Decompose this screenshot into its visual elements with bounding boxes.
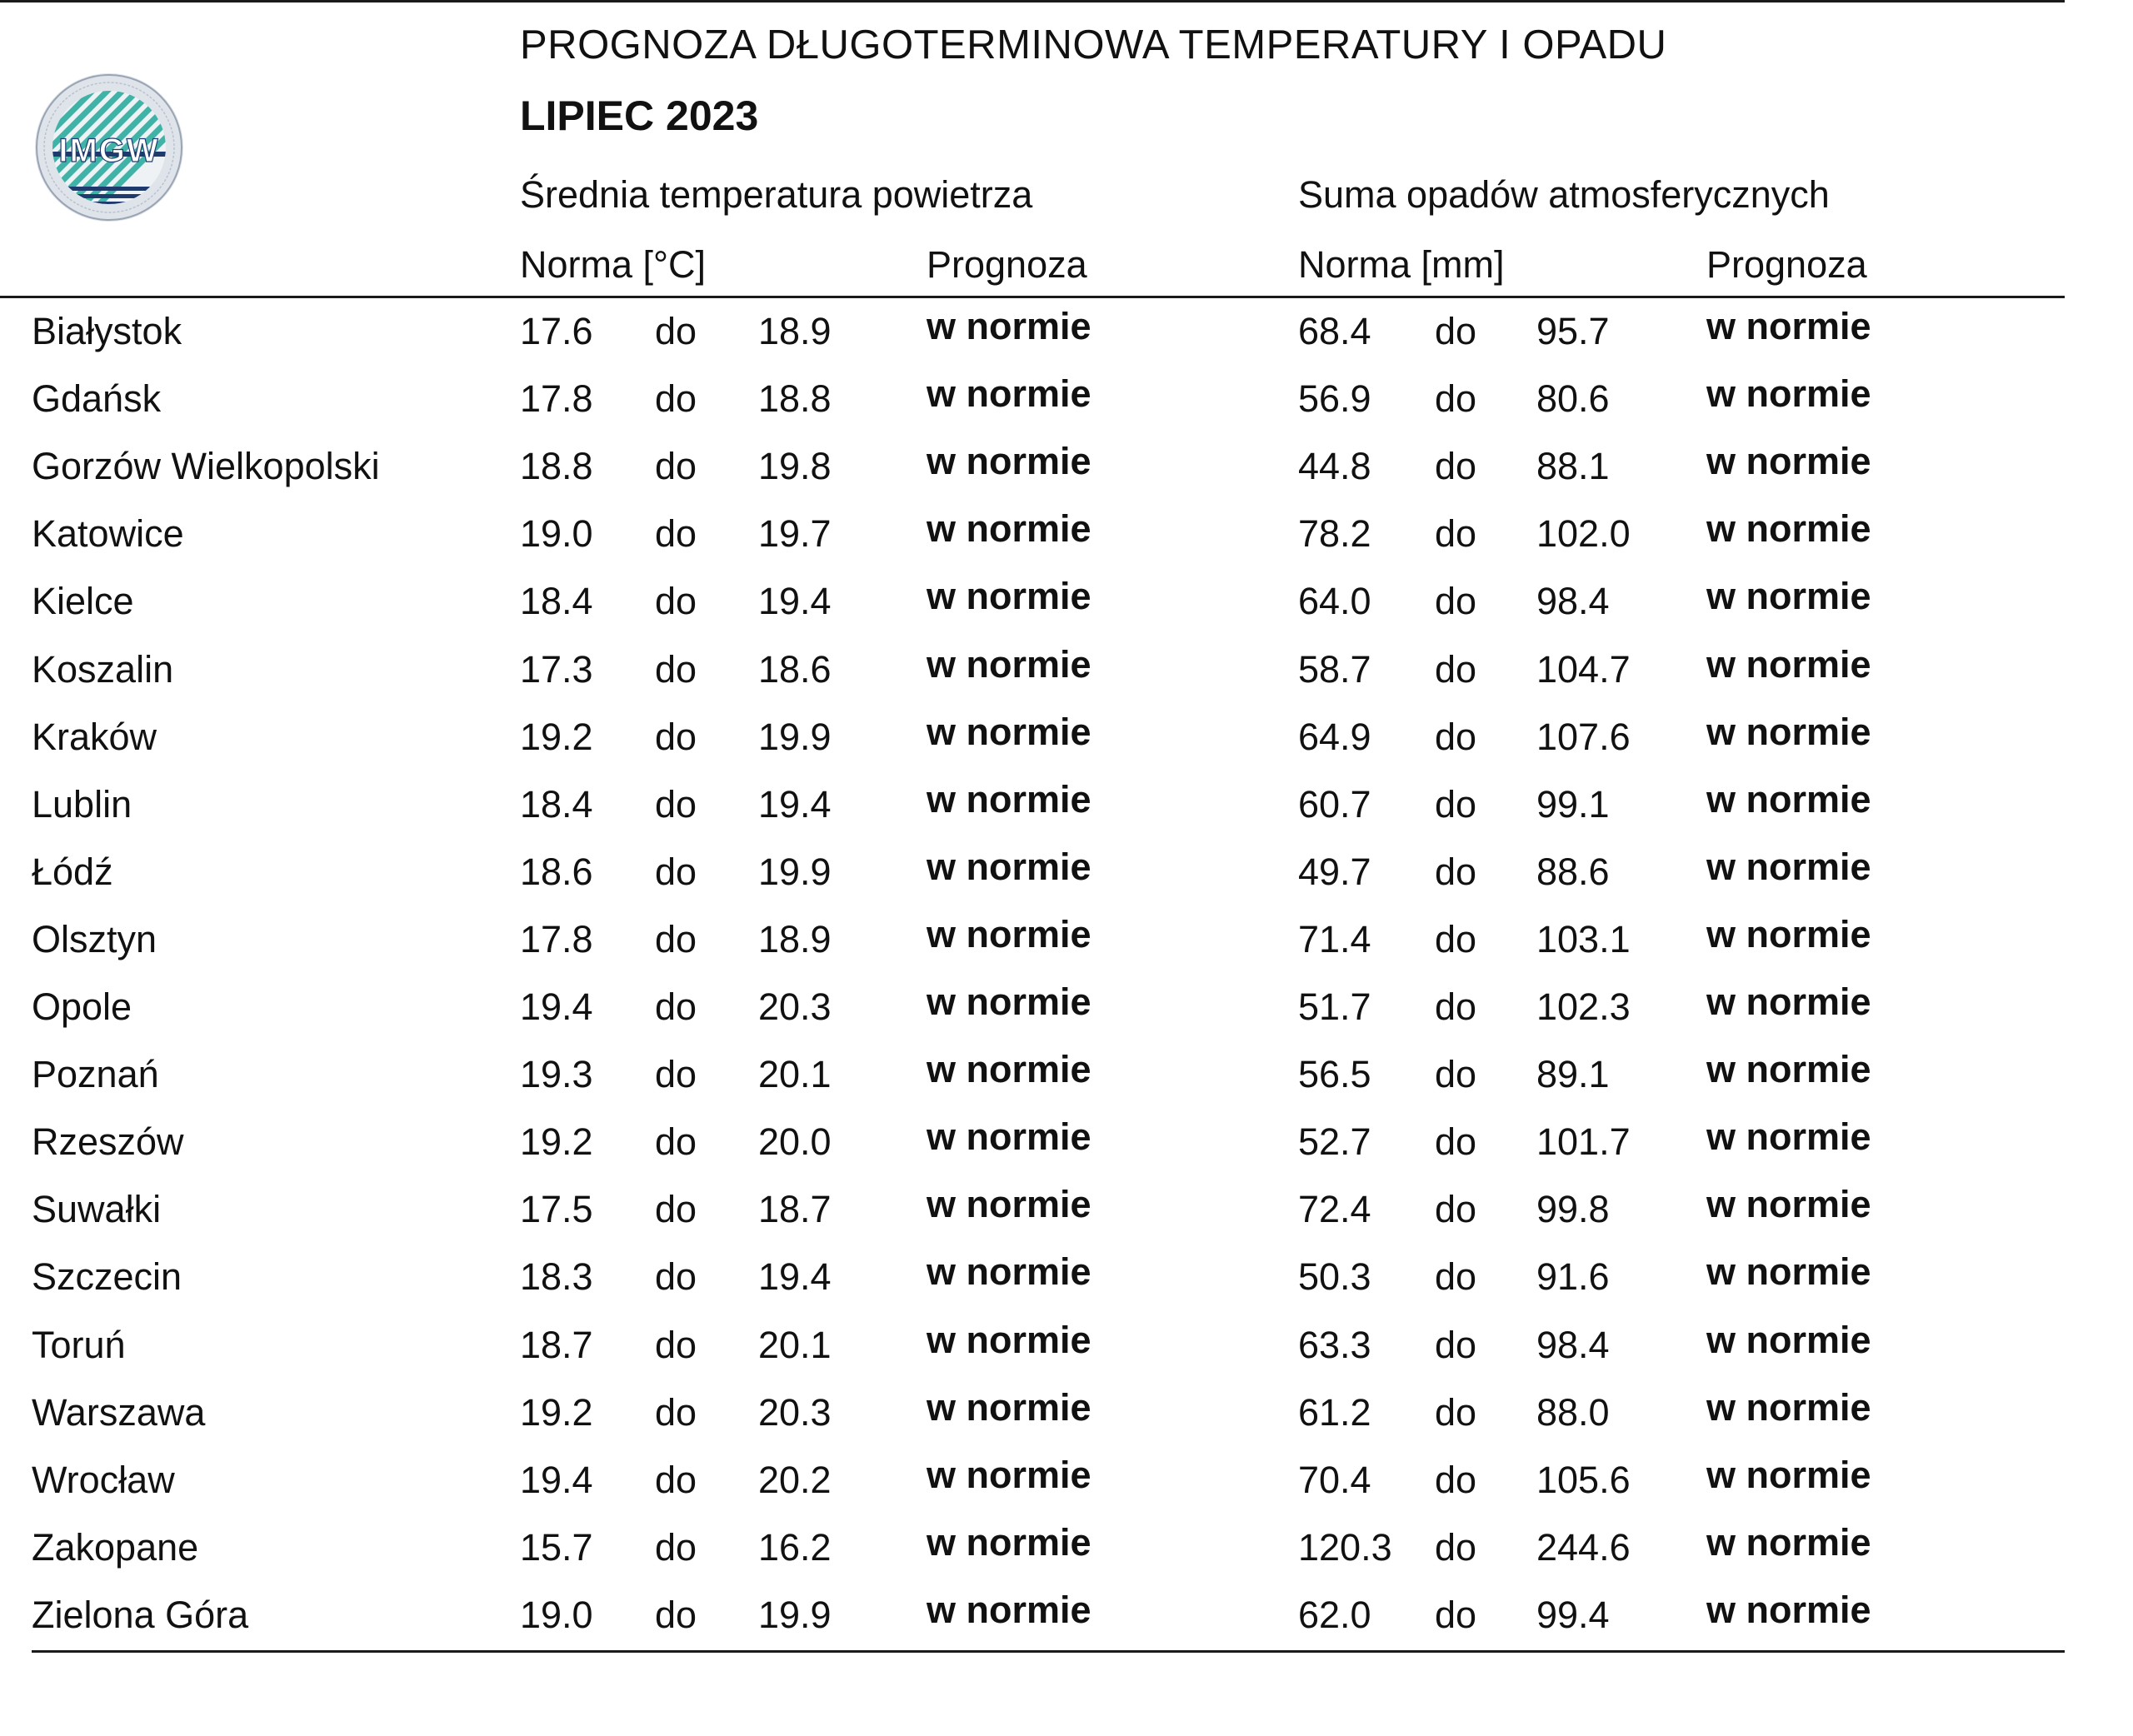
precip-separator: do bbox=[1435, 445, 1477, 487]
temp-separator: do bbox=[655, 377, 697, 420]
temp-norm-max: 20.1 bbox=[758, 1053, 832, 1095]
city-name: Szczecin bbox=[32, 1255, 182, 1298]
temp-norm-min: 19.2 bbox=[520, 716, 593, 758]
city-name: Suwałki bbox=[32, 1188, 162, 1230]
temp-separator: do bbox=[655, 445, 697, 487]
precip-norm-max: 103.1 bbox=[1536, 918, 1631, 960]
precip-forecast: w normie bbox=[1706, 1589, 1871, 1631]
city-name: Gdańsk bbox=[32, 377, 162, 420]
temp-norm-min: 19.4 bbox=[520, 985, 593, 1028]
precip-norm-min: 64.0 bbox=[1298, 580, 1371, 622]
temp-separator: do bbox=[655, 648, 697, 691]
temp-norm-max: 19.7 bbox=[758, 512, 832, 555]
temp-norm-max: 18.9 bbox=[758, 918, 832, 960]
precip-group-header: Suma opadów atmosferycznych bbox=[1298, 173, 1830, 216]
temp-forecast: w normie bbox=[927, 1386, 1091, 1429]
temp-norm-min: 19.3 bbox=[520, 1053, 593, 1095]
table-row bbox=[0, 711, 2065, 783]
precip-forecast: w normie bbox=[1706, 1386, 1871, 1429]
temp-norm-max: 19.4 bbox=[758, 783, 832, 826]
precip-norm-max: 99.1 bbox=[1536, 783, 1610, 826]
temp-norm-min: 19.2 bbox=[520, 1120, 593, 1163]
precip-separator: do bbox=[1435, 512, 1477, 555]
precip-norm-min: 44.8 bbox=[1298, 445, 1371, 487]
temp-separator: do bbox=[655, 783, 697, 826]
precip-forecast: w normie bbox=[1706, 846, 1871, 888]
temp-forecast: w normie bbox=[927, 846, 1091, 888]
temp-separator: do bbox=[655, 1188, 697, 1230]
city-name: Opole bbox=[32, 985, 132, 1028]
table-row bbox=[0, 846, 2065, 918]
table-row bbox=[0, 778, 2065, 851]
table-row bbox=[0, 305, 2065, 377]
header-rule bbox=[0, 296, 2065, 298]
temp-norm-min: 18.4 bbox=[520, 783, 593, 826]
city-name: Łódź bbox=[32, 851, 113, 893]
precip-separator: do bbox=[1435, 1526, 1477, 1569]
table-row bbox=[0, 1454, 2065, 1526]
temp-norm-min: 19.2 bbox=[520, 1391, 593, 1434]
precip-separator: do bbox=[1435, 310, 1477, 352]
temp-norm-max: 18.9 bbox=[758, 310, 832, 352]
precip-norm-header: Norma [mm] bbox=[1298, 243, 1505, 286]
temp-forecast: w normie bbox=[927, 1250, 1091, 1293]
table-row bbox=[0, 372, 2065, 445]
temp-separator: do bbox=[655, 1053, 697, 1095]
city-name: Lublin bbox=[32, 783, 132, 826]
city-name: Białystok bbox=[32, 310, 182, 352]
city-name: Koszalin bbox=[32, 648, 174, 691]
temp-forecast: w normie bbox=[927, 1048, 1091, 1090]
table-row bbox=[0, 507, 2065, 580]
precip-norm-max: 80.6 bbox=[1536, 377, 1610, 420]
precip-norm-min: 71.4 bbox=[1298, 918, 1371, 960]
temp-norm-min: 17.8 bbox=[520, 918, 593, 960]
precip-forecast: w normie bbox=[1706, 440, 1871, 482]
temp-forecast: w normie bbox=[927, 305, 1091, 347]
table-row bbox=[0, 1521, 2065, 1594]
precip-forecast: w normie bbox=[1706, 711, 1871, 753]
precip-norm-max: 99.4 bbox=[1536, 1594, 1610, 1636]
temp-norm-max: 18.8 bbox=[758, 377, 832, 420]
temp-forecast: w normie bbox=[927, 913, 1091, 955]
precip-norm-min: 56.5 bbox=[1298, 1053, 1371, 1095]
precip-norm-min: 72.4 bbox=[1298, 1188, 1371, 1230]
precip-norm-max: 88.6 bbox=[1536, 851, 1610, 893]
temp-forecast: w normie bbox=[927, 1183, 1091, 1225]
city-name: Poznań bbox=[32, 1053, 159, 1095]
city-name: Katowice bbox=[32, 512, 184, 555]
temp-norm-header: Norma [°C] bbox=[520, 243, 707, 286]
precip-forecast: w normie bbox=[1706, 575, 1871, 617]
city-name: Rzeszów bbox=[32, 1120, 184, 1163]
city-name: Kraków bbox=[32, 716, 157, 758]
city-name: Toruń bbox=[32, 1324, 126, 1366]
precip-norm-min: 56.9 bbox=[1298, 377, 1371, 420]
table-row bbox=[0, 1183, 2065, 1255]
temp-forecast-header: Prognoza bbox=[927, 243, 1087, 286]
precip-norm-max: 88.1 bbox=[1536, 445, 1610, 487]
temp-norm-min: 17.8 bbox=[520, 377, 593, 420]
temp-forecast: w normie bbox=[927, 575, 1091, 617]
table-row bbox=[0, 643, 2065, 716]
temp-norm-max: 20.1 bbox=[758, 1324, 832, 1366]
precip-separator: do bbox=[1435, 1188, 1477, 1230]
temp-separator: do bbox=[655, 512, 697, 555]
precip-norm-min: 64.9 bbox=[1298, 716, 1371, 758]
city-name: Zakopane bbox=[32, 1526, 199, 1569]
precip-norm-min: 62.0 bbox=[1298, 1594, 1371, 1636]
temp-forecast: w normie bbox=[927, 980, 1091, 1023]
precip-separator: do bbox=[1435, 580, 1477, 622]
temp-norm-min: 18.8 bbox=[520, 445, 593, 487]
precip-separator: do bbox=[1435, 1391, 1477, 1434]
temp-group-header: Średnia temperatura powietrza bbox=[520, 173, 1033, 216]
temp-forecast: w normie bbox=[927, 643, 1091, 686]
precip-norm-max: 91.6 bbox=[1536, 1255, 1610, 1298]
precip-norm-max: 107.6 bbox=[1536, 716, 1631, 758]
precip-norm-min: 120.3 bbox=[1298, 1526, 1392, 1569]
precip-norm-max: 98.4 bbox=[1536, 580, 1610, 622]
temp-norm-min: 18.3 bbox=[520, 1255, 593, 1298]
bottom-rule bbox=[32, 1650, 2065, 1653]
precip-norm-max: 101.7 bbox=[1536, 1120, 1631, 1163]
temp-separator: do bbox=[655, 1391, 697, 1434]
precip-norm-min: 68.4 bbox=[1298, 310, 1371, 352]
temp-separator: do bbox=[655, 918, 697, 960]
temp-norm-min: 17.6 bbox=[520, 310, 593, 352]
precip-forecast: w normie bbox=[1706, 1048, 1871, 1090]
temp-norm-min: 19.0 bbox=[520, 1594, 593, 1636]
document-subtitle: LIPIEC 2023 bbox=[520, 92, 759, 139]
precip-norm-max: 98.4 bbox=[1536, 1324, 1610, 1366]
precip-separator: do bbox=[1435, 377, 1477, 420]
table-row bbox=[0, 1048, 2065, 1120]
precip-norm-min: 58.7 bbox=[1298, 648, 1371, 691]
temp-separator: do bbox=[655, 1120, 697, 1163]
temp-separator: do bbox=[655, 1526, 697, 1569]
precip-norm-min: 50.3 bbox=[1298, 1255, 1371, 1298]
table-row bbox=[0, 913, 2065, 985]
precip-separator: do bbox=[1435, 985, 1477, 1028]
temp-forecast: w normie bbox=[927, 440, 1091, 482]
precip-norm-min: 63.3 bbox=[1298, 1324, 1371, 1366]
city-name: Olsztyn bbox=[32, 918, 157, 960]
precip-separator: do bbox=[1435, 648, 1477, 691]
precip-norm-min: 49.7 bbox=[1298, 851, 1371, 893]
precip-norm-max: 104.7 bbox=[1536, 648, 1631, 691]
precip-forecast: w normie bbox=[1706, 1183, 1871, 1225]
temp-forecast: w normie bbox=[927, 1319, 1091, 1361]
top-rule bbox=[0, 0, 2065, 2]
temp-norm-min: 17.3 bbox=[520, 648, 593, 691]
precip-separator: do bbox=[1435, 1255, 1477, 1298]
temp-forecast: w normie bbox=[927, 507, 1091, 550]
table-row bbox=[0, 980, 2065, 1053]
temp-norm-min: 19.0 bbox=[520, 512, 593, 555]
temp-norm-max: 18.6 bbox=[758, 648, 832, 691]
temp-separator: do bbox=[655, 1459, 697, 1501]
precip-forecast: w normie bbox=[1706, 1454, 1871, 1496]
precip-norm-min: 78.2 bbox=[1298, 512, 1371, 555]
precip-forecast: w normie bbox=[1706, 372, 1871, 415]
table-row bbox=[0, 1386, 2065, 1459]
precip-forecast: w normie bbox=[1706, 1250, 1871, 1293]
temp-norm-min: 18.7 bbox=[520, 1324, 593, 1366]
table-row bbox=[0, 440, 2065, 512]
precip-norm-max: 244.6 bbox=[1536, 1526, 1631, 1569]
precip-forecast: w normie bbox=[1706, 1319, 1871, 1361]
temp-norm-min: 18.4 bbox=[520, 580, 593, 622]
table-row bbox=[0, 1250, 2065, 1323]
precip-forecast: w normie bbox=[1706, 980, 1871, 1023]
temp-norm-min: 17.5 bbox=[520, 1188, 593, 1230]
precip-forecast: w normie bbox=[1706, 778, 1871, 821]
precip-separator: do bbox=[1435, 783, 1477, 826]
city-name: Zielona Góra bbox=[32, 1594, 249, 1636]
precip-separator: do bbox=[1435, 1459, 1477, 1501]
temp-norm-max: 19.9 bbox=[758, 1594, 832, 1636]
temp-separator: do bbox=[655, 1324, 697, 1366]
imgw-logo bbox=[33, 72, 185, 223]
precip-norm-max: 89.1 bbox=[1536, 1053, 1610, 1095]
logo-text: IMGW bbox=[58, 132, 160, 169]
document-title: PROGNOZA DŁUGOTERMINOWA TEMPERATURY I OPADU bbox=[520, 22, 1667, 67]
precip-separator: do bbox=[1435, 716, 1477, 758]
temp-norm-max: 20.3 bbox=[758, 985, 832, 1028]
city-name: Gorzów Wielkopolski bbox=[32, 445, 380, 487]
city-name: Kielce bbox=[32, 580, 134, 622]
temp-forecast: w normie bbox=[927, 1589, 1091, 1631]
temp-norm-max: 20.0 bbox=[758, 1120, 832, 1163]
city-name: Warszawa bbox=[32, 1391, 206, 1434]
temp-norm-max: 20.3 bbox=[758, 1391, 832, 1434]
precip-separator: do bbox=[1435, 1053, 1477, 1095]
temp-norm-max: 16.2 bbox=[758, 1526, 832, 1569]
temp-norm-max: 19.9 bbox=[758, 716, 832, 758]
precip-norm-min: 52.7 bbox=[1298, 1120, 1371, 1163]
temp-norm-max: 19.8 bbox=[758, 445, 832, 487]
precip-separator: do bbox=[1435, 1120, 1477, 1163]
temp-forecast: w normie bbox=[927, 1521, 1091, 1564]
temp-norm-max: 20.2 bbox=[758, 1459, 832, 1501]
temp-separator: do bbox=[655, 851, 697, 893]
temp-norm-max: 19.4 bbox=[758, 580, 832, 622]
table-row bbox=[0, 1115, 2065, 1188]
temp-separator: do bbox=[655, 1255, 697, 1298]
precip-norm-max: 102.3 bbox=[1536, 985, 1631, 1028]
precip-norm-max: 105.6 bbox=[1536, 1459, 1631, 1501]
temp-norm-min: 19.4 bbox=[520, 1459, 593, 1501]
precip-norm-max: 102.0 bbox=[1536, 512, 1631, 555]
precip-separator: do bbox=[1435, 918, 1477, 960]
precip-forecast-header: Prognoza bbox=[1706, 243, 1867, 286]
temp-norm-max: 19.4 bbox=[758, 1255, 832, 1298]
temp-separator: do bbox=[655, 716, 697, 758]
temp-separator: do bbox=[655, 580, 697, 622]
temp-forecast: w normie bbox=[927, 711, 1091, 753]
precip-forecast: w normie bbox=[1706, 305, 1871, 347]
precip-norm-max: 88.0 bbox=[1536, 1391, 1610, 1434]
precip-norm-min: 51.7 bbox=[1298, 985, 1371, 1028]
temp-norm-min: 18.6 bbox=[520, 851, 593, 893]
temp-norm-max: 19.9 bbox=[758, 851, 832, 893]
precip-forecast: w normie bbox=[1706, 643, 1871, 686]
precip-forecast: w normie bbox=[1706, 1521, 1871, 1564]
precip-norm-max: 99.8 bbox=[1536, 1188, 1610, 1230]
precip-forecast: w normie bbox=[1706, 507, 1871, 550]
precip-separator: do bbox=[1435, 1594, 1477, 1636]
city-name: Wrocław bbox=[32, 1459, 175, 1501]
temp-separator: do bbox=[655, 1594, 697, 1636]
precip-forecast: w normie bbox=[1706, 1115, 1871, 1158]
imgw-logo-icon bbox=[33, 72, 185, 223]
precip-norm-min: 61.2 bbox=[1298, 1391, 1371, 1434]
temp-separator: do bbox=[655, 985, 697, 1028]
temp-forecast: w normie bbox=[927, 1454, 1091, 1496]
temp-separator: do bbox=[655, 310, 697, 352]
temp-norm-min: 15.7 bbox=[520, 1526, 593, 1569]
precip-separator: do bbox=[1435, 851, 1477, 893]
precip-separator: do bbox=[1435, 1324, 1477, 1366]
temp-forecast: w normie bbox=[927, 372, 1091, 415]
precip-norm-min: 60.7 bbox=[1298, 783, 1371, 826]
temp-norm-max: 18.7 bbox=[758, 1188, 832, 1230]
table-row bbox=[0, 1319, 2065, 1391]
precip-norm-min: 70.4 bbox=[1298, 1459, 1371, 1501]
precip-forecast: w normie bbox=[1706, 913, 1871, 955]
temp-forecast: w normie bbox=[927, 1115, 1091, 1158]
precip-norm-max: 95.7 bbox=[1536, 310, 1610, 352]
table-row bbox=[0, 575, 2065, 647]
temp-forecast: w normie bbox=[927, 778, 1091, 821]
